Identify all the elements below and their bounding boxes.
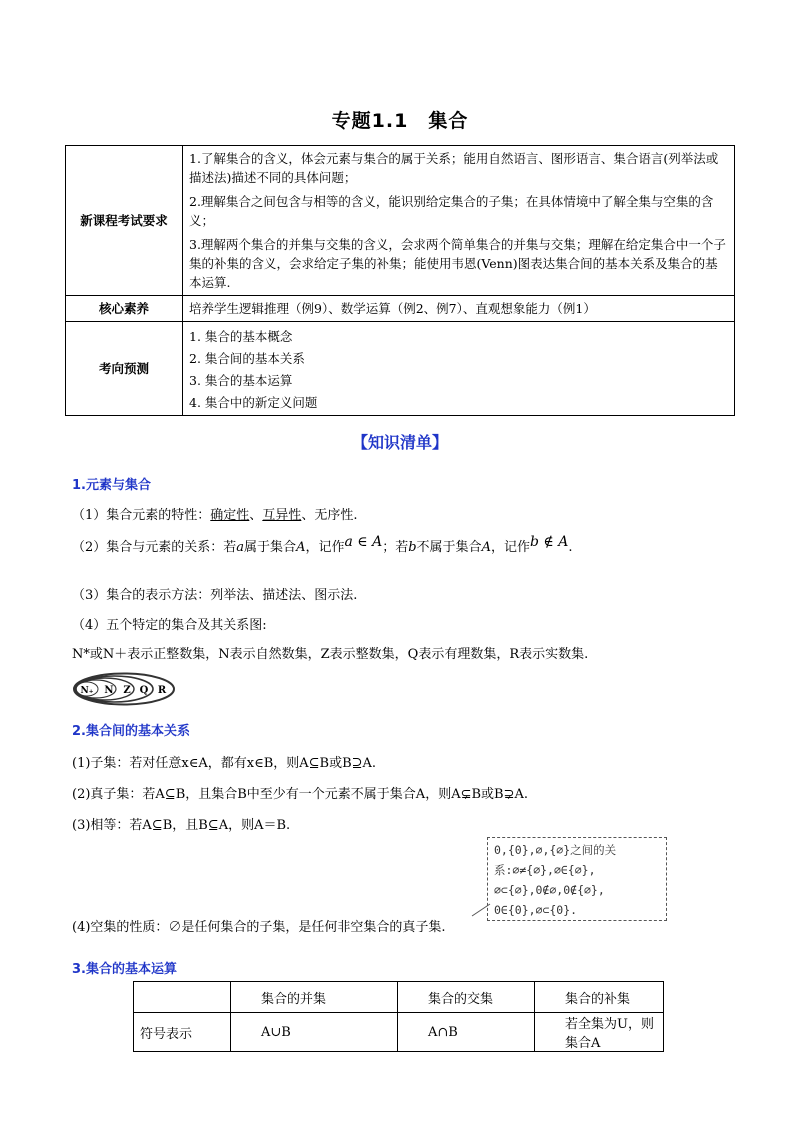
note-line: ∅⊂{∅},0∉∅,0∉{∅}, (494, 883, 605, 897)
venn-label: R (157, 685, 167, 696)
table-row (66, 296, 735, 322)
sec2-line-3: (3)相等：若A⊆B，且B⊆A，则A＝B. (72, 818, 291, 833)
math-in-symbol: a ∈ A (344, 534, 383, 550)
table-header-cell: 集合的补集 (535, 982, 664, 1013)
forecast-cell (183, 322, 735, 416)
table-header-cell: 集合的并集 (231, 982, 398, 1013)
table-row (134, 982, 664, 1013)
table-row (134, 1013, 664, 1052)
venn-label: Z (123, 685, 131, 696)
sec1-line-1: （1）集合元素的特性：确定性、互异性、无序性. (72, 508, 358, 523)
sec1-line-5: N*或N＋表示正整数集，N表示自然数集，Z表示整数集，Q表示有理数集，R表示实数集. (72, 647, 589, 662)
table-cell: A∩B (398, 1013, 535, 1052)
note-line: 0∈{0},∅⊂{0}. (494, 903, 578, 917)
row-head-forecast: 考向预测 (66, 322, 183, 416)
table-cell: 若全集为U，则集合A (535, 1013, 664, 1052)
sec1-line-2: （2）集合与元素的关系：若a属于集合A，记作a ∈ A；若b不属于集合A，记作b ∉ A. (72, 534, 573, 555)
forecast-item: 2. 集合间的基本关系 (189, 351, 305, 366)
section-heading-2: 2.集合间的基本关系 (72, 724, 190, 739)
set-operations-table (133, 981, 664, 1052)
number-sets-venn-diagram (72, 672, 176, 706)
knowledge-title: 【知识清单】 (351, 433, 448, 452)
table-header-cell (134, 982, 231, 1013)
requirements-cell (183, 146, 735, 296)
note-line: 系:∅≠{∅},∅∈{∅}, (494, 863, 596, 877)
forecast-item: 4. 集合中的新定义问题 (189, 395, 318, 410)
table-cell: 符号表示 (134, 1013, 231, 1052)
sec2-line-4: (4)空集的性质：∅是任何集合的子集，是任何非空集合的真子集. (72, 920, 446, 935)
requirements-table (65, 145, 735, 416)
section-heading-1: 1.元素与集合 (72, 478, 151, 493)
callout-pointer (470, 898, 494, 918)
table-header-cell: 集合的交集 (398, 982, 535, 1013)
requirement-item: 1.了解集合的含义，体会元素与集合的属于关系；能用自然语言、图形语言、集合语言(列举法或描述法)描述不同的具体问题； (189, 151, 719, 185)
venn-label: N (104, 685, 114, 696)
requirement-item: 2.理解集合之间包含与相等的含义，能识别给定集合的子集；在具体情境中了解全集与空集的含义； (189, 194, 714, 228)
sec2-line-2: (2)真子集：若A⊆B，且集合B中至少有一个元素不属于集合A，则A⊊B或B⊋A. (72, 787, 528, 802)
note-line: 0,{0},∅,{∅}之间的关 (494, 843, 617, 857)
requirement-item: 3.理解两个集合的并集与交集的含义，会求两个简单集合的并集与交集；理解在给定集合中一个子集的补集的含义，会求给定子集的补集；能使用韦恩(Venn)图表达集合间的基本关系及集合的基本运算. (189, 237, 726, 290)
section-heading-3: 3.集合的基本运算 (72, 962, 177, 977)
forecast-item: 3. 集合的基本运算 (189, 373, 293, 388)
venn-label: N₊ (80, 686, 94, 696)
sec1-line-4: （4）五个特定的集合及其关系图: (72, 618, 267, 633)
core-cell: 培养学生逻辑推理（例9）、数学运算（例2、例7）、直观想象能力（例1） (183, 296, 735, 322)
forecast-item: 1. 集合的基本概念 (189, 329, 293, 344)
sec1-line-3: （3）集合的表示方法：列举法、描述法、图示法. (72, 588, 358, 603)
empty-set-note-box (487, 837, 667, 921)
table-row (66, 322, 735, 416)
math-notin-symbol: b ∉ A (529, 534, 569, 550)
sec2-line-1: (1)子集：若对任意x∈A，都有x∈B，则A⊆B或B⊇A. (72, 756, 377, 771)
table-row (66, 146, 735, 296)
row-head-requirements: 新课程考试要求 (66, 146, 183, 296)
row-head-core: 核心素养 (66, 296, 183, 322)
table-cell: A∪B (231, 1013, 398, 1052)
venn-label: Q (139, 685, 149, 696)
page-title: 专题1.1 集合 (331, 110, 469, 132)
